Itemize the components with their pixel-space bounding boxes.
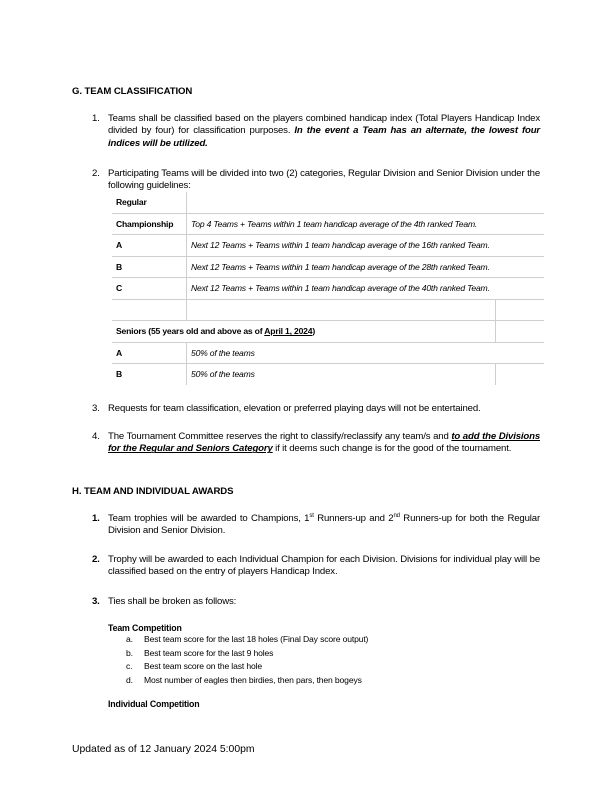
h-item-1 <box>92 513 540 538</box>
g-item-1-number: 1. <box>92 113 100 124</box>
table-cell-empty <box>496 342 545 364</box>
table-cell-desc: Next 12 Teams + Teams within 1 team handicap average of the 28th ranked Team. <box>187 256 545 278</box>
seniors-label-suffix: ) <box>312 326 315 337</box>
table-row-seniors <box>112 321 544 343</box>
section-h-heading: H. TEAM AND INDIVIDUAL AWARDS <box>72 486 234 497</box>
table-cell-seniors-label <box>112 321 496 343</box>
list-item <box>126 674 368 688</box>
g-item-3 <box>92 403 540 415</box>
g-item-2-body: Participating Teams will be divided into two (2) categories, Regular Division and Senior Division under the following guidelines: <box>108 168 540 192</box>
h-item-1-text-c: Runners-up for both the Regular Division and Senior Division. <box>108 513 540 537</box>
classification-table <box>112 192 544 385</box>
table-cell-desc: 50% of the teams <box>187 364 496 385</box>
table-cell-label: A <box>112 342 187 364</box>
g-item-4-emphasis: to add the Divisions for the Regular and Seniors Category <box>108 431 541 455</box>
table-cell-desc: Top 4 Teams + Teams within 1 team handicap average of the 4th ranked Team. <box>187 213 545 235</box>
table-cell-regular-label: Regular <box>112 192 187 213</box>
table-row <box>112 213 544 235</box>
table-cell-empty <box>112 299 187 321</box>
table-cell-label: A <box>112 235 187 257</box>
h-item-3-body: Ties shall be broken as follows: <box>108 596 237 607</box>
h-item-1-text-b: Runners-up and 2 <box>313 513 394 524</box>
table-row-spacer <box>112 299 544 321</box>
table-cell-desc: Next 12 Teams + Teams within 1 team handicap average of the 16th ranked Team. <box>187 235 545 257</box>
footer-updated-text: Updated as of 12 January 2024 5:00pm <box>72 744 255 755</box>
list-item-text: Best team score for the last 18 holes (Final Day score output) <box>144 634 369 644</box>
list-item-letter: c. <box>126 661 133 671</box>
table-cell-desc: 50% of the teams <box>187 342 496 364</box>
h-item-3-number: 3. <box>92 596 100 607</box>
list-item <box>126 633 368 647</box>
table-row <box>112 256 544 278</box>
team-competition-list <box>126 633 368 687</box>
g-item-4-body <box>108 431 540 456</box>
g-item-2 <box>92 168 540 193</box>
section-g-heading: G. TEAM CLASSIFICATION <box>72 86 193 97</box>
h-item-2-number: 2. <box>92 554 100 565</box>
g-item-3-body: Requests for team classification, elevation or preferred playing days will not be entertained. <box>108 403 481 414</box>
g-item-4-number: 4. <box>92 431 100 442</box>
table-row-regular <box>112 192 544 213</box>
g-item-1 <box>92 113 540 150</box>
h-item-1-sup-nd: nd <box>393 513 400 519</box>
g-item-1-body <box>108 113 540 150</box>
seniors-label-date: April 1, 2024 <box>264 326 313 337</box>
table-cell-empty <box>496 364 545 385</box>
table-row <box>112 235 544 257</box>
table-cell-empty <box>187 299 496 321</box>
team-competition-heading: Team Competition <box>108 623 182 633</box>
list-item-letter: b. <box>126 647 133 658</box>
h-item-1-text-a: Team trophies will be awarded to Champions, 1 <box>108 513 310 524</box>
g-item-1-text: Teams shall be classified based on the players combined handicap index (Total Players Handicap Index divided by four) for classification purposes. <box>108 113 540 137</box>
list-item-text: Most number of eagles then birdies, then pars, then bogeys <box>144 674 362 685</box>
h-item-1-sup-st: st <box>309 513 314 519</box>
g-item-4-text-before: The Tournament Committee reserves the right to classify/reclassify any team/s and <box>108 431 449 442</box>
g-item-1-emphasis: In the event a Team has an alternate, the lowest four indices will be utilized. <box>108 125 540 149</box>
list-item <box>126 647 368 661</box>
table-cell-label: C <box>112 278 187 300</box>
h-item-3 <box>92 596 540 608</box>
g-item-2-number: 2. <box>92 168 100 179</box>
h-item-2 <box>92 554 540 579</box>
individual-competition-heading: Individual Competition <box>108 699 200 709</box>
list-item-text: Best team score on the last hole <box>144 661 262 671</box>
table-row <box>112 278 544 300</box>
table-cell-label: Championship <box>112 213 187 235</box>
table-cell-empty <box>496 321 545 343</box>
table-cell-desc: Next 12 Teams + Teams within 1 team handicap average of the 40th ranked Team. <box>187 278 545 300</box>
table-row <box>112 342 544 364</box>
table-cell-label: B <box>116 369 123 380</box>
table-cell-empty <box>496 299 545 321</box>
table-row <box>112 364 544 385</box>
list-item-letter: d. <box>126 674 133 685</box>
h-item-1-body <box>108 513 540 538</box>
list-item-letter: a. <box>126 634 133 644</box>
seniors-label-prefix: Seniors (55 years old and above as of <box>116 326 265 337</box>
h-item-2-body: Trophy will be awarded to each Individual Champion for each Division. Divisions for individual play will be classified based on the entry of players Handicap Index. <box>108 554 540 578</box>
g-item-4-text-after: if it deems such change is for the good of the tournament. <box>275 443 512 455</box>
table-cell-label: B <box>112 256 187 278</box>
g-item-4 <box>92 431 540 456</box>
list-item-text: Best team score for the last 9 holes <box>144 647 274 658</box>
g-item-3-number: 3. <box>92 403 100 414</box>
h-item-1-number: 1. <box>92 513 100 524</box>
table-cell-empty <box>187 192 545 213</box>
list-item <box>126 660 368 674</box>
